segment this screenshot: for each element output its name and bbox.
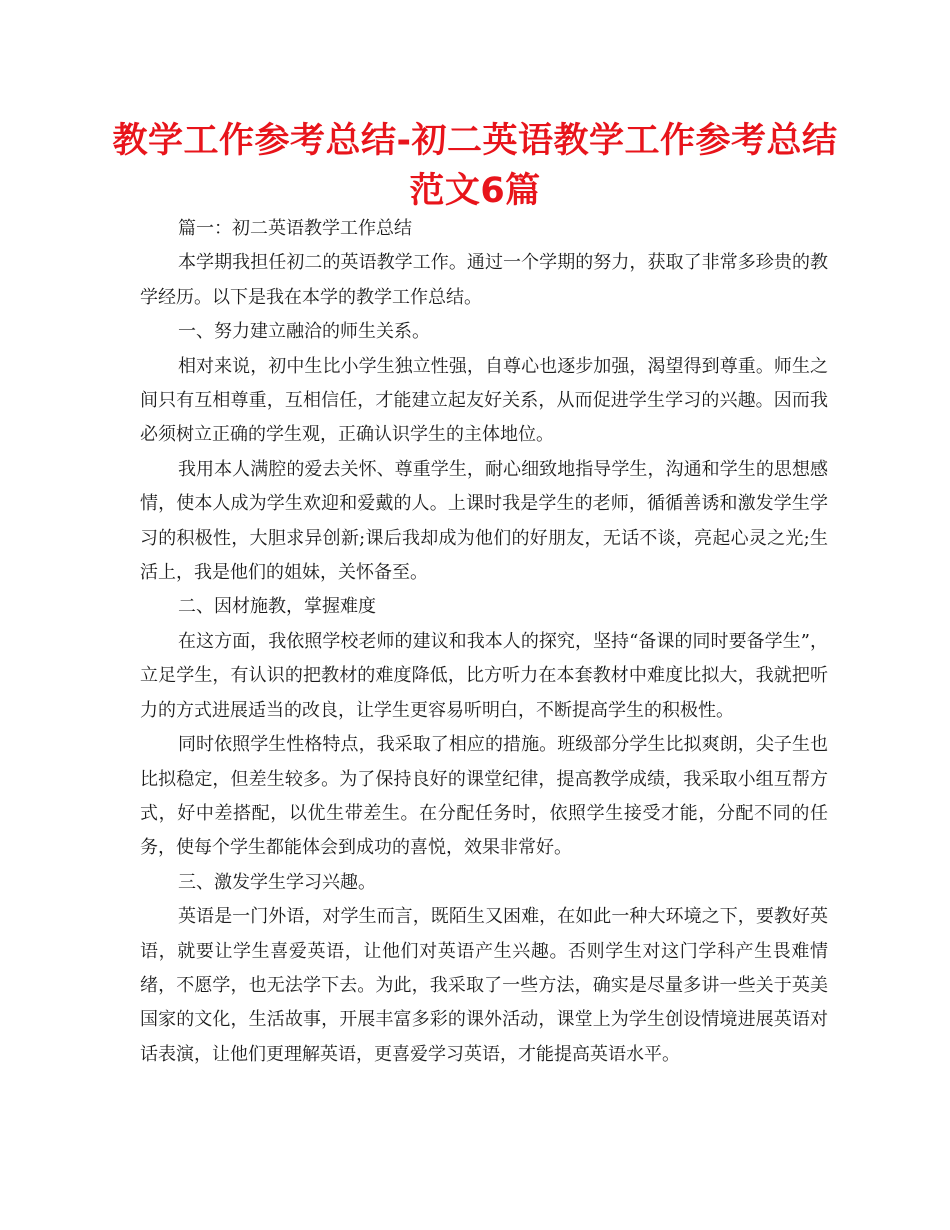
paragraph-heading: 三、激发学生学习兴趣。 [178, 871, 376, 893]
paragraph: 我用本人满腔的爱去关怀、尊重学生，耐心细致地指导学生，沟通和学生的思想感情，使本人成为学生欢迎和爱戴的人。上课时我是学生的老师，循循善诱和激发学生学习的积极性，大胆求异创新;课后我却成为他们的好朋友，无话不谈，亮起心灵之光;生活上，我是他们的姐妹，关怀备至。 [140, 458, 828, 584]
paragraph: 同时依照学生性格特点，我采取了相应的措施。班级部分学生比拟爽朗，尖子生也比拟稳定，但差生较多。为了保持良好的课堂纪律，提高教学成绩，我采取小组互帮方式，好中差搭配，以优生带差生。在分配任务时，依照学生接受才能，分配不同的任务，使每个学生都能体会到成功的喜悦，效果非常好。 [140, 734, 828, 859]
paragraph: 英语是一门外语，对学生而言，既陌生又困难，在如此一种大环境之下，要教好英语，就要让学生喜爱英语，让他们对英语产生兴趣。否则学生对这门学科产生畏难情绪，不愿学，也无法学下去。为此，我采取了一些方法，确实是尽量多讲一些关于英美国家的文化，生活故事，开展丰富多彩的课外活动，课堂上为学生创设情境进展英语对话表演，让他们更理解英语，更喜爱学习英语，才能提高英语水平。 [140, 906, 828, 1065]
paragraph-heading: 一、努力建立融洽的师生关系。 [178, 321, 430, 343]
paragraph: 在这方面，我依照学校老师的建议和我本人的探究，坚持“备课的同时要备学生”，立足学生，有认识的把教材的难度降低，比方听力在本套教材中难度比拟大，我就把听力的方式进展适当的改良，让学生更容易听明白，不断提高学生的积极性。 [140, 630, 828, 721]
paragraph-heading: 二、因材施教，掌握难度 [178, 596, 376, 618]
document-title: 教学工作参考总结-初二英语教学工作参考总结范文6篇 [112, 121, 838, 211]
paragraph: 本学期我担任初二的英语教学工作。通过一个学期的努力，获取了非常多珍贵的教学经历。以下是我在本学的教学工作总结。 [140, 252, 828, 308]
document-body [140, 212, 828, 1072]
paragraph: 相对来说，初中生比小学生独立性强，自尊心也逐步加强，渴望得到尊重。师生之间只有互相尊重，互相信任，才能建立起友好关系，从而促进学生学习的兴趣。因而我必须树立正确的学生观，正确认识学生的主体地位。 [140, 355, 828, 446]
paragraph-section-heading: 篇一：初二英语教学工作总结 [178, 218, 412, 239]
